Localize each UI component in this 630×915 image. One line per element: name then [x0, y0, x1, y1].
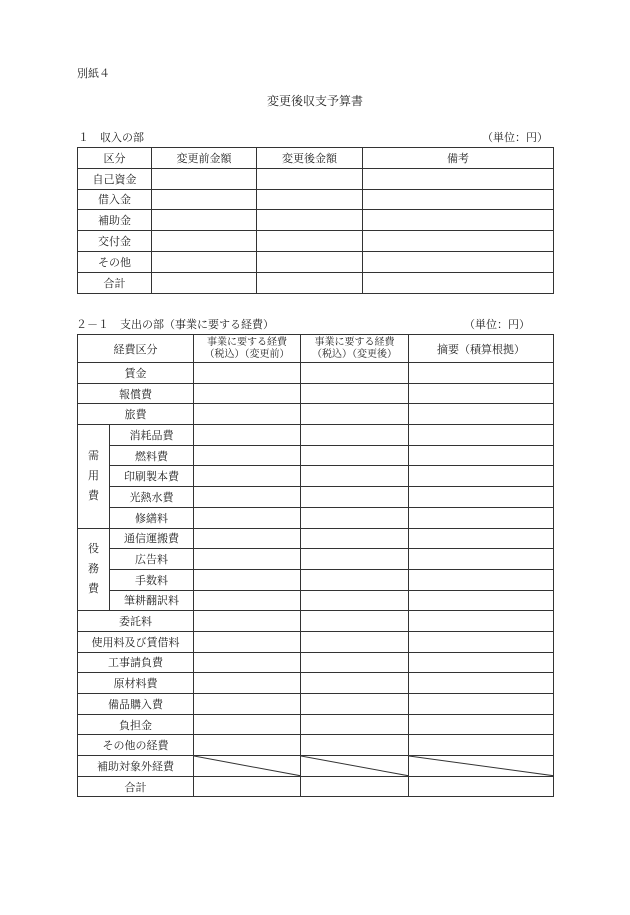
expense-notes-cell[interactable] [409, 383, 554, 404]
expense-col-after-line1: 事業に要する経費 [314, 336, 395, 348]
expense-notes-cell[interactable] [409, 611, 554, 632]
expense-row-label: 負担金 [78, 714, 194, 735]
expense-section-heading: ２－１ 支出の部（事業に要する経費） [76, 318, 274, 331]
income-row-label: 自己資金 [78, 168, 152, 189]
income-row [78, 251, 554, 272]
expense-after-cell[interactable] [301, 507, 409, 528]
expense-row-label: 工事請負費 [78, 652, 194, 673]
income-notes-cell[interactable] [363, 210, 554, 231]
expense-before-cell[interactable] [194, 487, 301, 508]
expense-after-cell[interactable] [301, 466, 409, 487]
expense-before-cell[interactable] [194, 425, 301, 446]
expense-subitem-label: 通信運搬費 [110, 528, 194, 549]
diagonal-line [409, 756, 553, 776]
expense-after-cell[interactable] [301, 425, 409, 446]
income-row [78, 189, 554, 210]
expense-notes-cell[interactable] [409, 549, 554, 570]
expense-row [78, 363, 554, 384]
expense-notes-cell[interactable] [409, 528, 554, 549]
expense-row-label: 委託料 [78, 611, 194, 632]
expense-col-category: 経費区分 [78, 335, 194, 363]
expense-row [78, 735, 554, 756]
expense-notes-cell[interactable] [409, 569, 554, 590]
income-notes-cell[interactable] [363, 272, 554, 293]
expense-after-cell[interactable] [301, 549, 409, 570]
expense-before-cell[interactable] [194, 507, 301, 528]
struck-out-cell [409, 756, 554, 777]
diagonal-line [194, 756, 300, 776]
income-after-cell[interactable] [257, 231, 363, 252]
expense-row-label: 使用料及び賃借料 [78, 631, 194, 652]
income-row-label: 交付金 [78, 231, 152, 252]
expense-before-cell[interactable] [194, 631, 301, 652]
expense-before-cell[interactable] [194, 694, 301, 715]
expense-group-name: 役務費 [88, 542, 99, 596]
expense-after-cell[interactable] [301, 694, 409, 715]
expense-row-label: 補助対象外経費 [78, 756, 194, 777]
expense-col-before [194, 335, 301, 363]
expense-row-label: その他の経費 [78, 735, 194, 756]
expense-row-label: 旅費 [78, 404, 194, 425]
expense-after-cell[interactable] [301, 445, 409, 466]
expense-after-cell[interactable] [301, 735, 409, 756]
expense-before-cell[interactable] [194, 735, 301, 756]
income-table [77, 147, 554, 294]
expense-after-cell[interactable] [301, 363, 409, 384]
expense-after-cell[interactable] [301, 569, 409, 590]
expense-after-cell[interactable] [301, 776, 409, 797]
diagonal-line [301, 756, 408, 776]
expense-row [78, 383, 554, 404]
expense-before-cell[interactable] [194, 611, 301, 632]
expense-subitem-label: 修繕料 [110, 507, 194, 528]
expense-header-row [78, 335, 554, 363]
income-notes-cell[interactable] [363, 189, 554, 210]
expense-before-cell[interactable] [194, 445, 301, 466]
expense-subitem-label: 燃料費 [110, 445, 194, 466]
expense-before-cell[interactable] [194, 714, 301, 735]
expense-row [78, 569, 554, 590]
expense-row-label: 原材料費 [78, 673, 194, 694]
expense-after-cell[interactable] [301, 590, 409, 611]
document-label: 別紙４ [77, 67, 110, 80]
expense-row [78, 611, 554, 632]
income-row-label: 補助金 [78, 210, 152, 231]
expense-after-cell[interactable] [301, 383, 409, 404]
expense-row [78, 673, 554, 694]
income-section-heading: １ 収入の部 [78, 131, 144, 144]
expense-group-label-supplies [78, 425, 110, 528]
expense-notes-cell[interactable] [409, 487, 554, 508]
expense-col-after-line2: （税込）（変更後） [312, 348, 397, 360]
income-row [78, 168, 554, 189]
expense-before-cell[interactable] [194, 776, 301, 797]
expense-before-cell[interactable] [194, 652, 301, 673]
expense-before-cell[interactable] [194, 673, 301, 694]
income-before-cell[interactable] [152, 231, 257, 252]
income-header-row [78, 148, 554, 169]
expense-row [78, 445, 554, 466]
expense-row [78, 487, 554, 508]
income-after-cell[interactable] [257, 210, 363, 231]
expense-notes-cell[interactable] [409, 466, 554, 487]
income-after-cell[interactable] [257, 189, 363, 210]
expense-subitem-label: 広告料 [110, 549, 194, 570]
income-row [78, 210, 554, 231]
expense-row [78, 652, 554, 673]
expense-notes-cell[interactable] [409, 404, 554, 425]
expense-col-before-line2: （税込）（変更前） [204, 348, 290, 360]
expense-row [78, 631, 554, 652]
expense-col-before-line1: 事業に要する経費 [207, 336, 287, 348]
expense-notes-cell[interactable] [409, 735, 554, 756]
expense-after-cell[interactable] [301, 673, 409, 694]
expense-notes-cell[interactable] [409, 590, 554, 611]
income-before-cell[interactable] [152, 210, 257, 231]
expense-before-cell[interactable] [194, 528, 301, 549]
expense-before-cell[interactable] [194, 363, 301, 384]
struck-out-cell [301, 756, 409, 777]
expense-subitem-label: 筆耕翻訳料 [110, 590, 194, 611]
income-before-cell[interactable] [152, 272, 257, 293]
expense-notes-cell[interactable] [409, 694, 554, 715]
expense-row-label: 賃金 [78, 363, 194, 384]
expense-before-cell[interactable] [194, 383, 301, 404]
income-col-after: 変更後金額 [257, 148, 363, 169]
expense-table [77, 334, 554, 797]
expense-row [78, 404, 554, 425]
expense-notes-cell[interactable] [409, 631, 554, 652]
expense-row [78, 714, 554, 735]
expense-subitem-label: 印刷製本費 [110, 466, 194, 487]
income-col-category: 区分 [78, 148, 152, 169]
income-row-label: 合計 [78, 272, 152, 293]
expense-before-cell[interactable] [194, 590, 301, 611]
expense-after-cell[interactable] [301, 611, 409, 632]
income-unit-label: （単位：円） [482, 131, 548, 144]
income-after-cell[interactable] [257, 272, 363, 293]
struck-out-cell [194, 756, 301, 777]
income-before-cell[interactable] [152, 251, 257, 272]
income-row [78, 231, 554, 252]
expense-subitem-label: 手数料 [110, 569, 194, 590]
expense-row [78, 694, 554, 715]
expense-col-after [301, 335, 409, 363]
expense-notes-cell[interactable] [409, 363, 554, 384]
income-notes-cell[interactable] [363, 251, 554, 272]
expense-after-cell[interactable] [301, 404, 409, 425]
expense-after-cell[interactable] [301, 652, 409, 673]
expense-before-cell[interactable] [194, 569, 301, 590]
income-row-label: その他 [78, 251, 152, 272]
income-after-cell[interactable] [257, 168, 363, 189]
income-notes-cell[interactable] [363, 168, 554, 189]
expense-before-cell[interactable] [194, 404, 301, 425]
income-notes-cell[interactable] [363, 231, 554, 252]
expense-after-cell[interactable] [301, 714, 409, 735]
income-total-row [78, 272, 554, 293]
expense-before-cell[interactable] [194, 466, 301, 487]
expense-notes-cell[interactable] [409, 714, 554, 735]
expense-row-excluded [78, 756, 554, 777]
expense-row [78, 507, 554, 528]
expense-notes-cell[interactable] [409, 652, 554, 673]
expense-after-cell[interactable] [301, 528, 409, 549]
expense-row [78, 425, 554, 446]
expense-after-cell[interactable] [301, 487, 409, 508]
expense-total-row [78, 776, 554, 797]
expense-notes-cell[interactable] [409, 507, 554, 528]
expense-row [78, 590, 554, 611]
income-row-label: 借入金 [78, 189, 152, 210]
income-col-before: 変更前金額 [152, 148, 257, 169]
expense-notes-cell[interactable] [409, 425, 554, 446]
expense-col-notes: 摘要（積算根拠） [409, 335, 554, 363]
expense-group-name: 需用費 [88, 449, 99, 503]
document-title: 変更後収支予算書 [266, 94, 363, 108]
expense-row [78, 466, 554, 487]
income-col-notes: 備考 [363, 148, 554, 169]
expense-row [78, 528, 554, 549]
expense-row [78, 549, 554, 570]
income-before-cell[interactable] [152, 189, 257, 210]
expense-notes-cell[interactable] [409, 673, 554, 694]
expense-unit-label: （単位：円） [464, 318, 530, 331]
expense-row-label: 合計 [78, 776, 194, 797]
income-after-cell[interactable] [257, 251, 363, 272]
expense-notes-cell[interactable] [409, 776, 554, 797]
expense-subitem-label: 消耗品費 [110, 425, 194, 446]
income-before-cell[interactable] [152, 168, 257, 189]
expense-subitem-label: 光熱水費 [110, 487, 194, 508]
expense-after-cell[interactable] [301, 631, 409, 652]
expense-group-label-services [78, 528, 110, 611]
expense-before-cell[interactable] [194, 549, 301, 570]
expense-notes-cell[interactable] [409, 445, 554, 466]
expense-row-label: 備品購入費 [78, 694, 194, 715]
expense-row-label: 報償費 [78, 383, 194, 404]
